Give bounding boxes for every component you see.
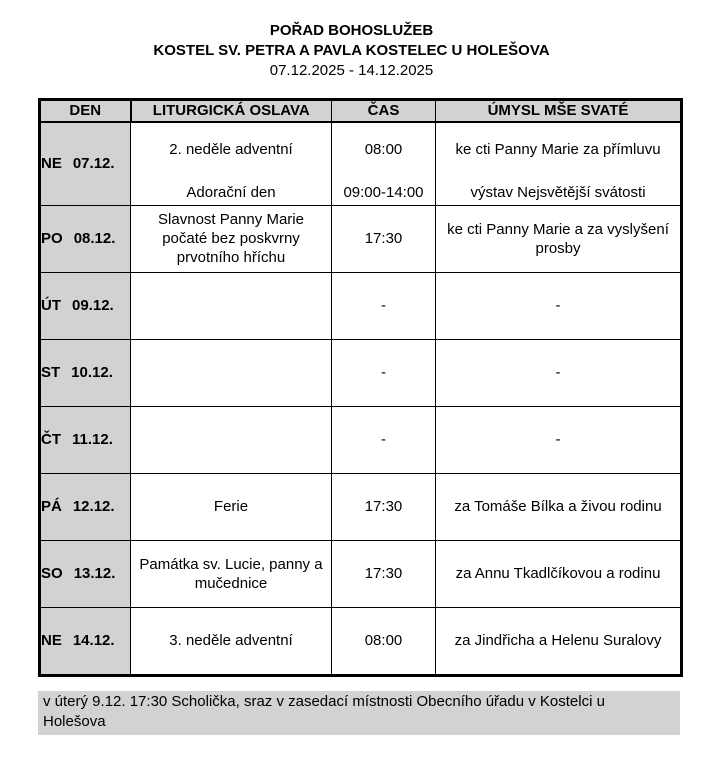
intention-cell	[436, 540, 682, 607]
intention-cell	[436, 205, 682, 272]
day-date: 10.12.	[71, 364, 113, 381]
time-cell	[332, 122, 436, 206]
intention-cell-text: -	[555, 297, 561, 314]
column-header-umysl-mse-svate: ÚMYSL MŠE SVATÉ	[436, 100, 682, 122]
time-cell	[332, 272, 436, 339]
day-abbreviation: PÁ	[41, 498, 62, 515]
celebration-cell	[131, 607, 332, 675]
time-cell-text: 08:00	[364, 140, 403, 158]
intention-cell-text: ke cti Panny Marie a za vyslyšení prosby	[447, 220, 669, 257]
table-row	[40, 339, 682, 406]
day-cell	[40, 406, 131, 473]
intention-cell-text: -	[555, 364, 561, 381]
table-row	[40, 540, 682, 607]
intention-cell	[436, 122, 682, 206]
time-cell	[332, 607, 436, 675]
celebration-cell-text: 2. neděle adventní	[169, 140, 293, 158]
column-header-den: DEN	[40, 100, 131, 122]
day-abbreviation: NE	[41, 632, 62, 649]
celebration-cell	[131, 339, 332, 406]
time-cell-text: 09:00-14:00	[343, 183, 424, 201]
time-cell	[332, 339, 436, 406]
intention-cell	[436, 406, 682, 473]
table-row	[40, 406, 682, 473]
celebration-cell-text: Adorační den	[186, 183, 276, 201]
day-abbreviation: PO	[41, 230, 63, 247]
intention-cell-text: za Annu Tkadlčíkovou a rodinu	[455, 565, 661, 582]
day-date: 08.12.	[73, 230, 116, 247]
day-cell	[40, 540, 131, 607]
day-cell	[40, 339, 131, 406]
header-row	[40, 100, 682, 122]
celebration-cell	[131, 272, 332, 339]
day-cell	[40, 473, 131, 540]
intention-cell	[436, 473, 682, 540]
celebration-cell	[131, 540, 332, 607]
intention-cell-text: -	[555, 431, 561, 448]
celebration-cell-text: Památka sv. Lucie, panny a mučednice	[139, 555, 323, 592]
table-row	[40, 205, 682, 272]
celebration-cell-text: 3. neděle adventní	[169, 632, 293, 649]
time-cell	[332, 540, 436, 607]
day-date: 11.12.	[72, 431, 113, 448]
intention-cell	[436, 339, 682, 406]
time-cell-text: 17:30	[364, 565, 403, 582]
day-abbreviation: ČT	[41, 431, 61, 448]
footer-note: v úterý 9.12. 17:30 Scholička, sraz v zasedací místnosti Obecního úřadu v Kostelci u Holešova	[38, 691, 680, 735]
table-row	[40, 122, 682, 206]
column-header-cas: ČAS	[332, 100, 436, 122]
celebration-cell	[131, 122, 332, 206]
time-cell	[332, 406, 436, 473]
church-name: KOSTEL SV. PETRA A PAVLA KOSTELEC U HOLEŠOVA	[153, 42, 550, 59]
intention-cell	[436, 607, 682, 675]
time-cell-text: -	[381, 431, 386, 448]
day-cell	[40, 122, 131, 206]
time-cell-text: 17:30	[364, 230, 403, 247]
day-abbreviation: NE	[41, 155, 62, 172]
day-cell	[40, 607, 131, 675]
time-cell-text: 08:00	[364, 632, 403, 649]
intention-cell-text: za Tomáše Bílka a živou rodinu	[454, 498, 662, 515]
table-row	[40, 473, 682, 540]
celebration-cell-text: Ferie	[213, 498, 249, 515]
day-date: 07.12.	[72, 155, 115, 172]
celebration-cell	[131, 406, 332, 473]
intention-cell-text: výstav Nejsvětější svátosti	[470, 183, 646, 201]
time-cell	[332, 473, 436, 540]
time-cell-text: 17:30	[364, 498, 403, 515]
table-row	[40, 272, 682, 339]
time-cell-text: -	[381, 364, 386, 381]
schedule-table	[38, 98, 683, 677]
table-header	[40, 100, 682, 122]
day-abbreviation: ST	[41, 364, 61, 381]
day-abbreviation: ÚT	[41, 297, 61, 314]
intention-cell-text: za Jindřicha a Helenu Suralovy	[454, 632, 662, 649]
celebration-cell-text: Slavnost Panny Marie počaté bez poskvrny prvotního hříchu	[158, 211, 304, 266]
time-cell-text: -	[381, 297, 386, 314]
day-cell	[40, 272, 131, 339]
celebration-cell	[131, 473, 332, 540]
day-date: 12.12.	[72, 498, 115, 515]
celebration-cell	[131, 205, 332, 272]
column-header-liturgicka-oslava: LITURGICKÁ OSLAVA	[131, 100, 332, 122]
day-abbreviation: SO	[41, 565, 63, 582]
page-title: POŘAD BOHOSLUŽEB	[269, 22, 434, 39]
table-row	[40, 607, 682, 675]
day-date: 13.12.	[73, 565, 116, 582]
day-cell	[40, 205, 131, 272]
intention-cell	[436, 272, 682, 339]
date-range: 07.12.2025 - 14.12.2025	[269, 62, 434, 79]
time-cell	[332, 205, 436, 272]
document-header	[0, 0, 703, 81]
day-date: 09.12.	[72, 297, 114, 314]
intention-cell-text: ke cti Panny Marie za přímluvu	[455, 140, 661, 158]
day-date: 14.12.	[72, 632, 115, 649]
schedule-body	[40, 122, 682, 676]
